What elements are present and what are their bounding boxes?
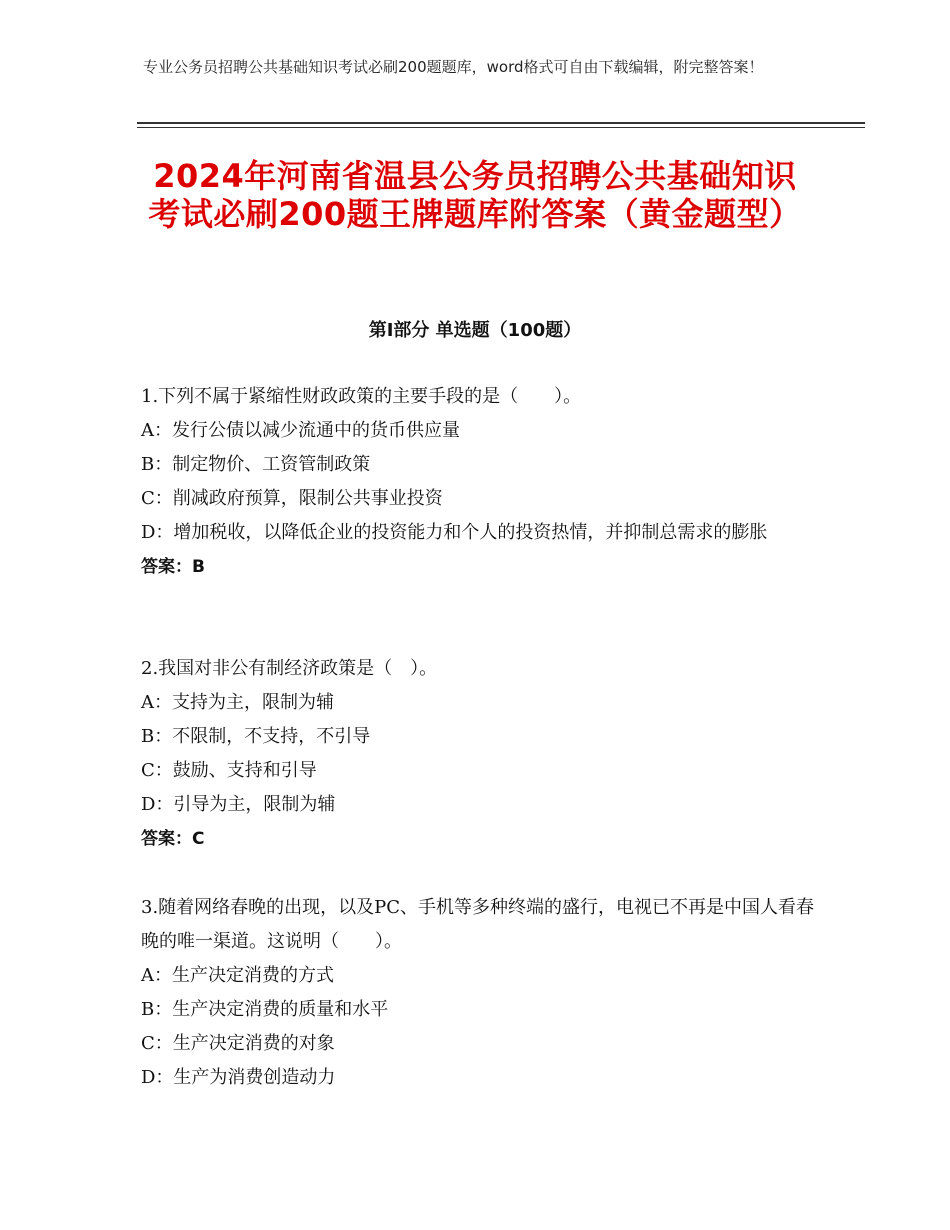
section-title: 第Ⅰ部分 单选题（100题） [368, 320, 582, 341]
header-rule-thick [137, 122, 865, 124]
option-d: D：引导为主，限制为辅 [141, 794, 336, 815]
header-note: 专业公务员招聘公共基础知识考试必刷200题题库，word格式可自由下载编辑，附完整答案！ [143, 58, 764, 76]
question-stem: 3.随着网络春晚的出现，以及PC、手机等多种终端的盛行，电视已不再是中国人看春晚的唯一渠道。这说明（ ）。 [141, 897, 815, 952]
option-a: A：发行公债以减少流通中的货币供应量 [141, 420, 460, 441]
answer: 答案：C [141, 829, 205, 849]
option-c: C：鼓励、支持和引导 [141, 760, 317, 781]
option-d: D：增加税收，以降低企业的投资能力和个人的投资热情，并抑制总需求的膨胀 [141, 522, 768, 543]
answer: 答案：B [141, 557, 205, 577]
option-c: C：削减政府预算，限制公共事业投资 [141, 488, 443, 509]
question-stem: 2.我国对非公有制经济政策是（ ）。 [141, 658, 438, 679]
option-a: A：生产决定消费的方式 [141, 965, 334, 986]
option-c: C：生产决定消费的对象 [141, 1033, 335, 1054]
option-b: B：不限制，不支持，不引导 [141, 726, 371, 747]
option-b: B：生产决定消费的质量和水平 [141, 999, 389, 1020]
document-title: 2024年河南省温县公务员招聘公共基础知识考试必刷200题王牌题库附答案（黄金题型） [148, 157, 802, 233]
question-1 [141, 380, 821, 584]
question-3 [141, 891, 821, 1095]
question-stem: 1.下列不属于紧缩性财政政策的主要手段的是（ ）。 [141, 386, 582, 407]
option-b: B：制定物价、工资管制政策 [141, 454, 371, 475]
question-2 [141, 652, 821, 856]
option-a: A：支持为主，限制为辅 [141, 692, 334, 713]
option-d: D：生产为消费创造动力 [141, 1067, 336, 1088]
header-rule-thin [137, 127, 865, 128]
